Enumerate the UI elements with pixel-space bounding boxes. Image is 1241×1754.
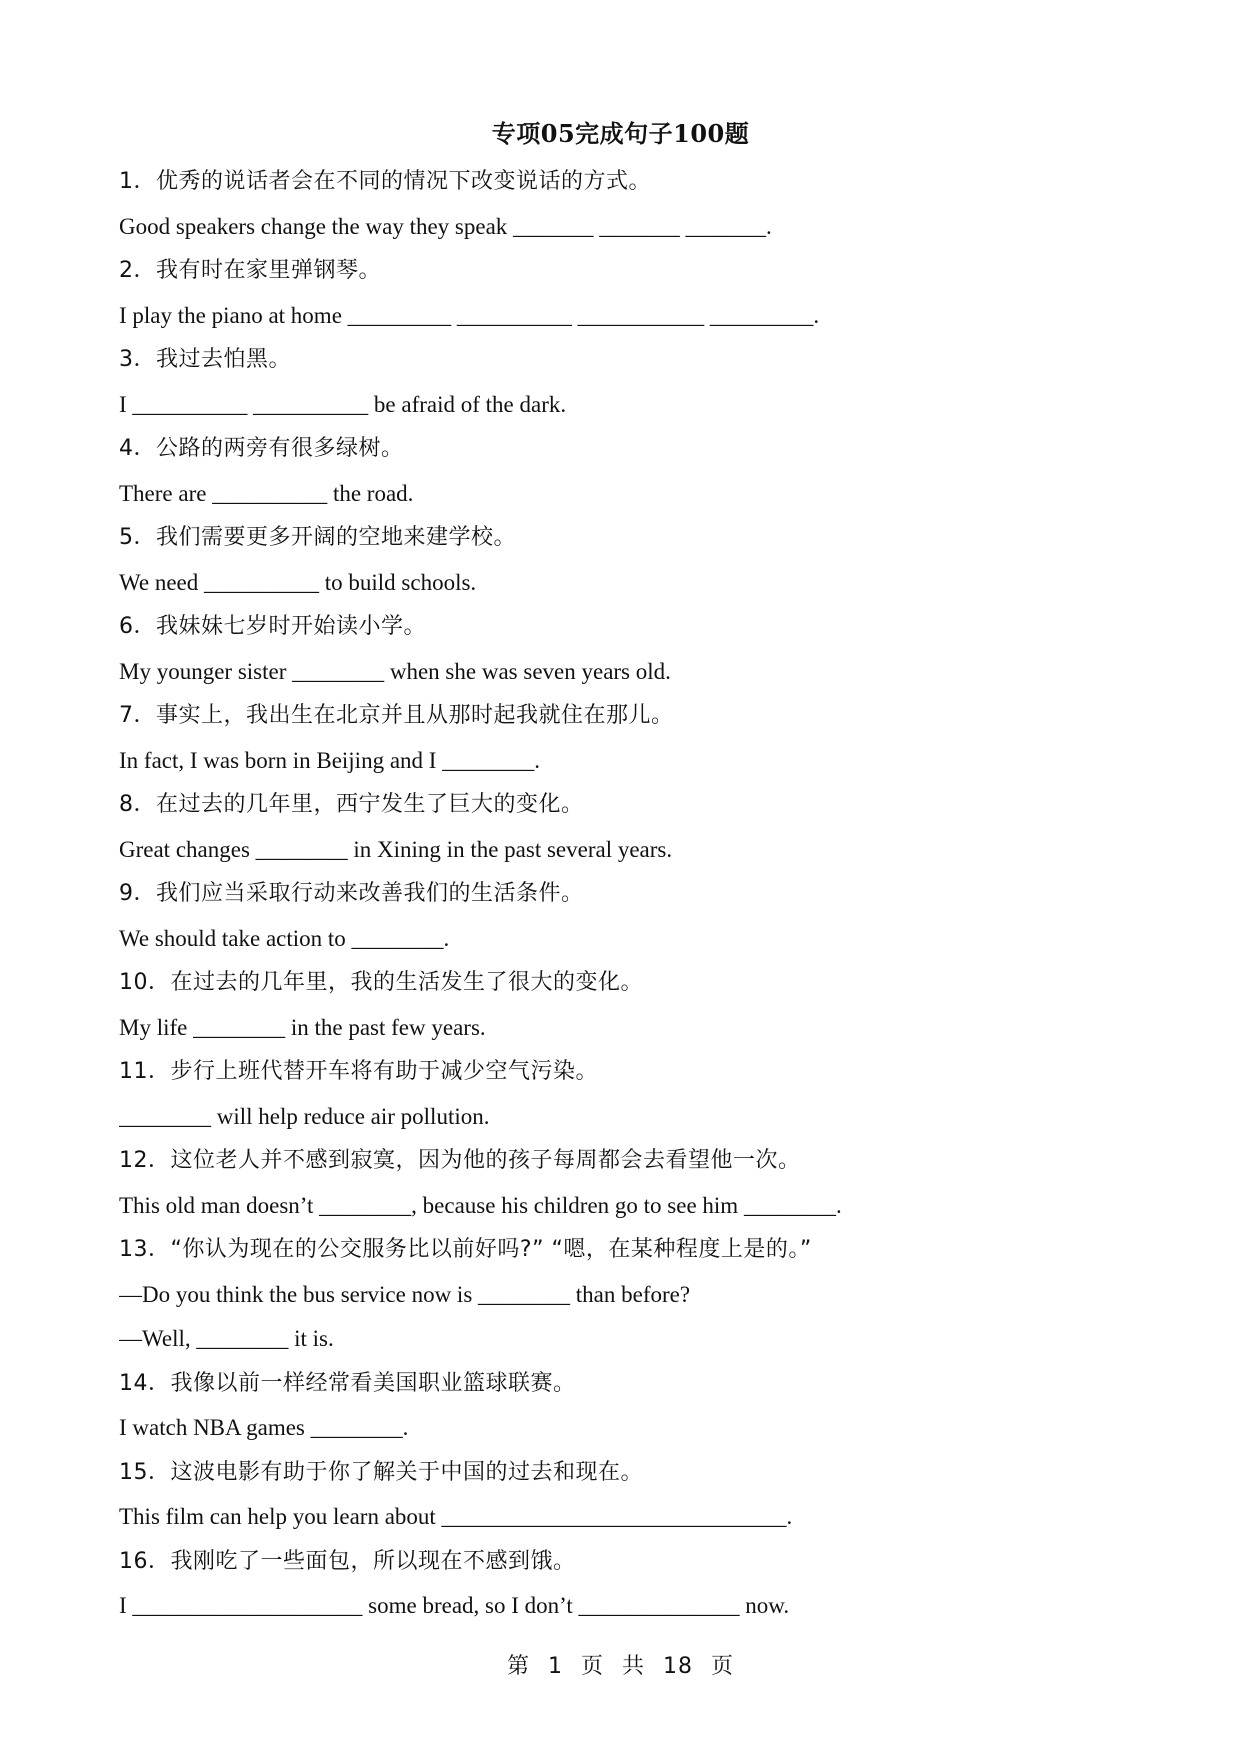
question-14-chinese: 14．我像以前一样经常看美国职业篮球联赛。	[119, 1370, 576, 1396]
question-8-chinese: 8．在过去的几年里，西宁发生了巨大的变化。	[119, 792, 584, 817]
question-9-chinese: 9．我们应当采取行动来改善我们的生活条件。	[119, 881, 584, 906]
question-10-english: My life ________ in the past few years.	[119, 1014, 486, 1040]
question-12-english: This old man doesn’t ________, because his children go to see him ________.	[119, 1192, 842, 1218]
question-13-chinese: 13．“你认为现在的公交服务比以前好吗?” “嗯，在某种程度上是的。”	[119, 1237, 812, 1262]
question-15-chinese: 15．这波电影有助于你了解关于中国的过去和现在。	[119, 1459, 643, 1485]
question-2-english: I play the piano at home _________ __________ ___________ _________.	[119, 302, 820, 328]
question-14-english: I watch NBA games ________.	[119, 1415, 409, 1440]
question-13-english-line-2: —Well, ________ it is.	[119, 1326, 334, 1351]
question-3-english: I __________ __________ be afraid of the dark.	[119, 391, 567, 417]
question-7-chinese: 7．事实上，我出生在北京并且从那时起我就住在那儿。	[119, 703, 674, 728]
question-16-english: I ____________________ some bread, so I don’t ______________ now.	[119, 1593, 790, 1618]
question-3-chinese: 3．我过去怕黑。	[119, 347, 291, 372]
question-11-chinese: 11．步行上班代替开车将有助于减少空气污染。	[119, 1059, 598, 1084]
question-1-english: Good speakers change the way they speak _______ _______ _______.	[119, 213, 772, 239]
question-8-english: Great changes ________ in Xining in the past several years.	[119, 836, 673, 862]
question-5-english: We need __________ to build schools.	[119, 569, 477, 595]
question-5-chinese: 5．我们需要更多开阔的空地来建学校。	[119, 525, 516, 550]
question-6-chinese: 6．我妹妹七岁时开始读小学。	[119, 614, 426, 639]
question-16-chinese: 16．我刚吃了一些面包，所以现在不感到饿。	[119, 1548, 576, 1574]
question-12-chinese: 12．这位老人并不感到寂寞，因为他的孩子每周都会去看望他一次。	[119, 1148, 801, 1173]
page-title: 专项05完成句子100题	[491, 119, 750, 148]
question-4-chinese: 4．公路的两旁有很多绿树。	[119, 436, 404, 461]
question-1-chinese: 1．优秀的说话者会在不同的情况下改变说话的方式。	[119, 169, 651, 194]
question-13-english-line-1: —Do you think the bus service now is ________ than before?	[119, 1281, 691, 1307]
question-11-english: ________ will help reduce air pollution.	[119, 1103, 490, 1129]
question-10-chinese: 10．在过去的几年里，我的生活发生了很大的变化。	[119, 970, 643, 995]
question-list	[119, 160, 1129, 1629]
question-7-english: In fact, I was born in Beijing and I ________.	[119, 747, 540, 773]
question-9-english: We should take action to ________.	[119, 925, 450, 951]
question-2-chinese: 2．我有时在家里弹钢琴。	[119, 258, 381, 283]
question-4-english: There are __________ the road.	[119, 480, 414, 506]
question-6-english: My younger sister ________ when she was seven years old.	[119, 658, 671, 684]
question-15-english: This film can help you learn about ______________________________.	[119, 1504, 793, 1529]
page-footer: 第 1 页 共 18 页	[507, 1654, 734, 1679]
